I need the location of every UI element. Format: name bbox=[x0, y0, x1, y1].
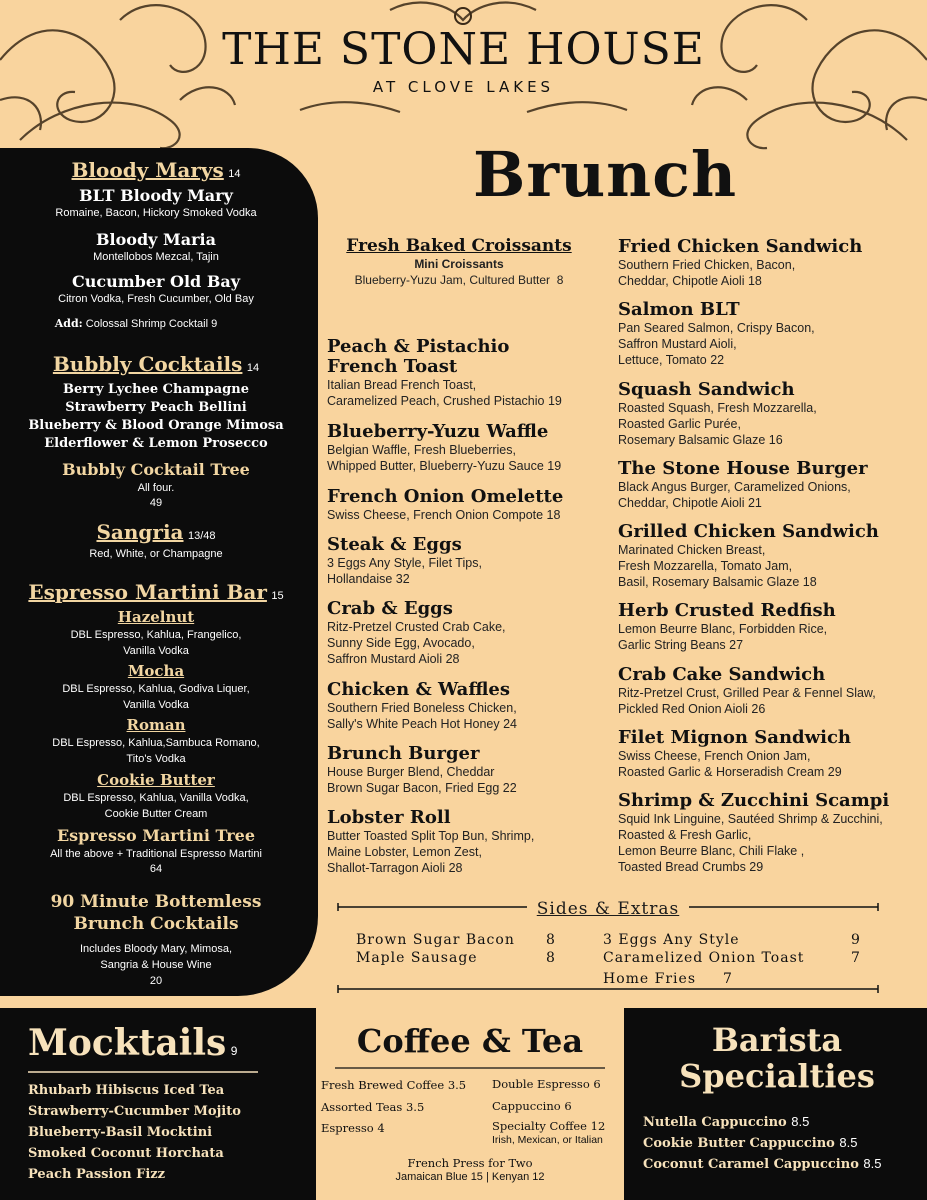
item-name: French Onion Omelette bbox=[327, 486, 564, 507]
drink-name: Blueberry & Blood Orange Mimosa bbox=[28, 418, 284, 433]
sangria-heading: Sangria 13/48 bbox=[96, 520, 216, 544]
croissants-item bbox=[328, 236, 590, 288]
page-title: Brunch bbox=[473, 138, 738, 211]
menu-item bbox=[618, 728, 851, 780]
barista-item: Cookie Butter Cappuccino 8.5 bbox=[643, 1135, 858, 1151]
bloody-marys-heading: Bloody Marys 14 bbox=[71, 158, 241, 182]
menu-item bbox=[327, 808, 534, 876]
menu-item bbox=[327, 535, 482, 587]
barista-section bbox=[627, 1008, 927, 1200]
item-desc: Lettuce, Tomato 22 bbox=[618, 353, 725, 367]
espresso-item-desc: DBL Espresso, Kahlua, Frangelico, bbox=[70, 629, 242, 641]
menu-item bbox=[618, 791, 889, 875]
item-desc: Maine Lobster, Lemon Zest, bbox=[327, 845, 482, 859]
item-name: Blueberry-Yuzu Waffle bbox=[327, 421, 549, 442]
drink-desc: Montellobos Mezcal, Tajin bbox=[93, 251, 219, 263]
barista-heading: Barista Specialties bbox=[679, 1021, 875, 1095]
divider-flourish-icon bbox=[335, 1063, 605, 1073]
bubbly-tree-title: Bubbly Cocktail Tree bbox=[62, 460, 250, 479]
mocktails-section bbox=[0, 1008, 313, 1200]
side-item: 3 Eggs Any Style 9 bbox=[603, 932, 861, 948]
espresso-item-desc: DBL Espresso, Kahlua, Vanilla Vodka, bbox=[63, 792, 249, 804]
item-desc: Swiss Cheese, French Onion Compote 18 bbox=[327, 508, 561, 522]
drink-name: Bloody Maria bbox=[96, 230, 216, 249]
item-name: Fresh Baked Croissants bbox=[346, 236, 572, 256]
mocktails-heading: Mocktails 9 bbox=[28, 1022, 238, 1064]
espresso-item-desc: DBL Espresso, Kahlua, Godiva Liquer, bbox=[62, 683, 250, 695]
item-name: Steak & Eggs bbox=[327, 534, 462, 555]
item-desc: Cheddar, Chipotle Aioli 18 bbox=[618, 274, 762, 288]
bottomless-desc: Sangria & House Wine bbox=[100, 959, 212, 971]
header bbox=[0, 0, 927, 150]
item-desc: Ritz-Pretzel Crusted Crab Cake, bbox=[327, 620, 506, 634]
mocktail-item: Peach Passion Fizz bbox=[28, 1167, 166, 1182]
item-desc: Basil, Rosemary Balsamic Glaze 18 bbox=[618, 575, 817, 589]
menu-item bbox=[618, 380, 817, 448]
item-name: Squash Sandwich bbox=[618, 379, 795, 400]
item-desc: Black Angus Burger, Caramelized Onions, bbox=[618, 480, 851, 494]
item-desc: Butter Toasted Split Top Bun, Shrimp, bbox=[327, 829, 535, 843]
item-desc: 3 Eggs Any Style, Filet Tips, bbox=[327, 556, 482, 570]
coffee-item: Assorted Teas 3.5 bbox=[321, 1100, 425, 1114]
item-desc: Blueberry-Yuzu Jam, Cultured Butter 8 bbox=[354, 273, 564, 287]
mocktail-item: Smoked Coconut Horchata bbox=[28, 1146, 224, 1161]
espresso-item-name: Roman bbox=[126, 716, 186, 734]
item-desc: Southern Fried Chicken, Bacon, bbox=[618, 258, 796, 272]
coffee-item: Specialty Coffee 12 bbox=[492, 1119, 606, 1133]
menu-item bbox=[618, 459, 868, 511]
item-name: Fried Chicken Sandwich bbox=[618, 236, 863, 257]
item-desc: Hollandaise 32 bbox=[327, 572, 410, 586]
item-name: Brunch Burger bbox=[327, 743, 480, 764]
menu-item bbox=[618, 300, 815, 368]
item-desc: Shallot-Tarragon Aioli 28 bbox=[327, 861, 463, 875]
item-name: Salmon BLT bbox=[618, 299, 740, 320]
espresso-item-desc: DBL Espresso, Kahlua,Sambuca Romano, bbox=[52, 737, 260, 749]
item-desc: Roasted Garlic Purée, bbox=[618, 417, 741, 431]
item-desc: Whipped Butter, Blueberry-Yuzu Sauce 19 bbox=[327, 459, 562, 473]
item-desc: Garlic String Beans 27 bbox=[618, 638, 744, 652]
side-item: Maple Sausage 8 bbox=[356, 950, 556, 966]
drink-name: Elderflower & Lemon Prosecco bbox=[44, 436, 268, 451]
item-desc: Saffron Mustard Aioli 28 bbox=[327, 652, 460, 666]
item-desc: Cheddar, Chipotle Aioli 21 bbox=[618, 496, 762, 510]
side-item: Caramelized Onion Toast 7 bbox=[603, 950, 861, 966]
divider-flourish-icon bbox=[28, 1066, 258, 1078]
logo-subtitle: AT CLOVE LAKES bbox=[372, 78, 555, 96]
bottomless-price: 20 bbox=[149, 975, 163, 987]
item-desc: Ritz-Pretzel Crust, Grilled Pear & Fennel Slaw, bbox=[618, 686, 876, 700]
item-desc: Fresh Mozzarella, Tomato Jam, bbox=[618, 559, 793, 573]
drink-name: Strawberry Peach Bellini bbox=[65, 400, 247, 415]
menu-item bbox=[327, 337, 562, 409]
bubbly-tree-price: 49 bbox=[149, 497, 163, 509]
coffee-item: Cappuccino 6 bbox=[492, 1099, 572, 1113]
item-desc: Roasted & Fresh Garlic, bbox=[618, 828, 752, 842]
item-desc: Saffron Mustard Aioli, bbox=[618, 337, 737, 351]
mocktail-item: Strawberry-Cucumber Mojito bbox=[28, 1104, 241, 1119]
espresso-tree-title: Espresso Martini Tree bbox=[56, 826, 256, 845]
item-name: Shrimp & Zucchini Scampi bbox=[618, 790, 890, 811]
side-item: Home Fries 7 bbox=[603, 971, 733, 987]
bubbly-tree-desc: All four. bbox=[137, 482, 175, 494]
item-desc: Sunny Side Egg, Avocado, bbox=[327, 636, 475, 650]
bubbly-heading: Bubbly Cocktails 14 bbox=[52, 352, 260, 376]
coffee-item-desc: Irish, Mexican, or Italian bbox=[492, 1134, 603, 1146]
sides-title: Sides & Extras bbox=[527, 899, 690, 919]
item-desc: Squid Ink Linguine, Sautéed Shrimp & Zucchini, bbox=[618, 812, 883, 826]
item-desc: Swiss Cheese, French Onion Jam, bbox=[618, 749, 811, 763]
espresso-tree-price: 64 bbox=[149, 863, 163, 875]
bottomless-title: 90 Minute Bottemless bbox=[50, 892, 262, 912]
espresso-bar-heading: Espresso Martini Bar 15 bbox=[28, 580, 284, 604]
espresso-item-name: Mocha bbox=[127, 662, 185, 680]
menu-item bbox=[618, 237, 862, 289]
item-name: Chicken & Waffles bbox=[327, 679, 511, 700]
item-desc: Toasted Bread Crumbs 29 bbox=[618, 860, 764, 874]
logo-title: THE STONE HOUSE bbox=[222, 24, 705, 75]
menu-item bbox=[618, 665, 876, 717]
item-desc: Sally's White Peach Hot Honey 24 bbox=[327, 717, 517, 731]
item-desc: Roasted Squash, Fresh Mozzarella, bbox=[618, 401, 817, 415]
item-name: Filet Mignon Sandwich bbox=[618, 727, 851, 748]
item-desc: Lemon Beurre Blanc, Forbidden Rice, bbox=[618, 622, 828, 636]
drink-name: BLT Bloody Mary bbox=[79, 186, 233, 205]
item-desc: Caramelized Peach, Crushed Pistachio 19 bbox=[327, 394, 562, 408]
espresso-item-desc: Cookie Butter Cream bbox=[104, 808, 208, 820]
item-desc: House Burger Blend, Cheddar bbox=[327, 765, 495, 779]
espresso-item-desc: Tito's Vodka bbox=[126, 753, 186, 765]
bottomless-desc: Includes Bloody Mary, Mimosa, bbox=[79, 943, 233, 955]
coffee-section bbox=[313, 1008, 627, 1200]
item-desc: Lemon Beurre Blanc, Chili Flake , bbox=[618, 844, 805, 858]
espresso-item-name: Cookie Butter bbox=[97, 771, 215, 789]
mocktail-item: Rhubarb Hibiscus Iced Tea bbox=[28, 1083, 225, 1098]
item-name: Crab & Eggs bbox=[327, 598, 453, 619]
item-desc: Roasted Garlic & Horseradish Cream 29 bbox=[618, 765, 842, 779]
item-desc: Italian Bread French Toast, bbox=[327, 378, 477, 392]
drinks-panel bbox=[0, 148, 318, 996]
espresso-item-desc: Vanilla Vodka bbox=[123, 645, 189, 657]
item-name: Herb Crusted Redfish bbox=[618, 600, 836, 621]
item-name: French Toast bbox=[327, 356, 458, 377]
sides-title-wrap bbox=[328, 899, 888, 919]
drink-name: Cucumber Old Bay bbox=[72, 272, 240, 291]
menu-item bbox=[327, 487, 563, 523]
barista-item: Coconut Caramel Cappuccino 8.5 bbox=[643, 1156, 882, 1172]
item-desc: Rosemary Balsamic Glaze 16 bbox=[618, 433, 783, 447]
coffee-item: Double Espresso 6 bbox=[492, 1077, 601, 1091]
drink-desc: Citron Vodka, Fresh Cucumber, Old Bay bbox=[58, 293, 254, 305]
side-item: Brown Sugar Bacon 8 bbox=[356, 932, 556, 948]
espresso-item-name: Hazelnut bbox=[117, 608, 195, 626]
item-desc: Pickled Red Onion Aioli 26 bbox=[618, 702, 766, 716]
item-desc: Southern Fried Boneless Chicken, bbox=[327, 701, 517, 715]
drink-name: Berry Lychee Champagne bbox=[62, 382, 249, 397]
coffee-item: Fresh Brewed Coffee 3.5 bbox=[321, 1078, 467, 1092]
french-press-desc: Jamaican Blue 15 | Kenyan 12 bbox=[395, 1171, 545, 1183]
menu-item bbox=[618, 601, 836, 653]
menu-item bbox=[618, 522, 879, 590]
coffee-item: Espresso 4 bbox=[321, 1121, 385, 1135]
menu-item bbox=[327, 422, 561, 474]
item-name: Lobster Roll bbox=[327, 807, 451, 828]
espresso-item-desc: Vanilla Vodka bbox=[123, 699, 189, 711]
coffee-heading: Coffee & Tea bbox=[356, 1022, 584, 1060]
add-on: Add: Colossal Shrimp Cocktail 9 bbox=[54, 317, 218, 330]
mocktail-item: Blueberry-Basil Mocktini bbox=[28, 1125, 213, 1140]
sides-section bbox=[328, 897, 888, 997]
drink-desc: Romaine, Bacon, Hickory Smoked Vodka bbox=[55, 207, 257, 219]
item-name: Grilled Chicken Sandwich bbox=[618, 521, 879, 542]
item-desc: Brown Sugar Bacon, Fried Egg 22 bbox=[327, 781, 517, 795]
item-desc: Belgian Waffle, Fresh Blueberries, bbox=[327, 443, 516, 457]
menu-item bbox=[327, 680, 517, 732]
item-name: Peach & Pistachio bbox=[327, 336, 510, 357]
barista-item: Nutella Cappuccino 8.5 bbox=[643, 1114, 810, 1130]
french-press-title: French Press for Two bbox=[407, 1156, 533, 1170]
ornament-flourish-icon bbox=[0, 0, 927, 150]
item-name: Crab Cake Sandwich bbox=[618, 664, 826, 685]
espresso-tree-desc: All the above + Traditional Espresso Martini bbox=[50, 848, 262, 860]
menu-item bbox=[327, 744, 517, 796]
sangria-desc: Red, White, or Champagne bbox=[89, 548, 223, 560]
menu-item bbox=[327, 599, 506, 667]
item-desc: Marinated Chicken Breast, bbox=[618, 543, 766, 557]
bottomless-title: Brunch Cocktails bbox=[73, 914, 239, 934]
item-name: The Stone House Burger bbox=[618, 458, 868, 479]
item-subtitle: Mini Croissants bbox=[414, 257, 504, 271]
item-desc: Pan Seared Salmon, Crispy Bacon, bbox=[618, 321, 815, 335]
